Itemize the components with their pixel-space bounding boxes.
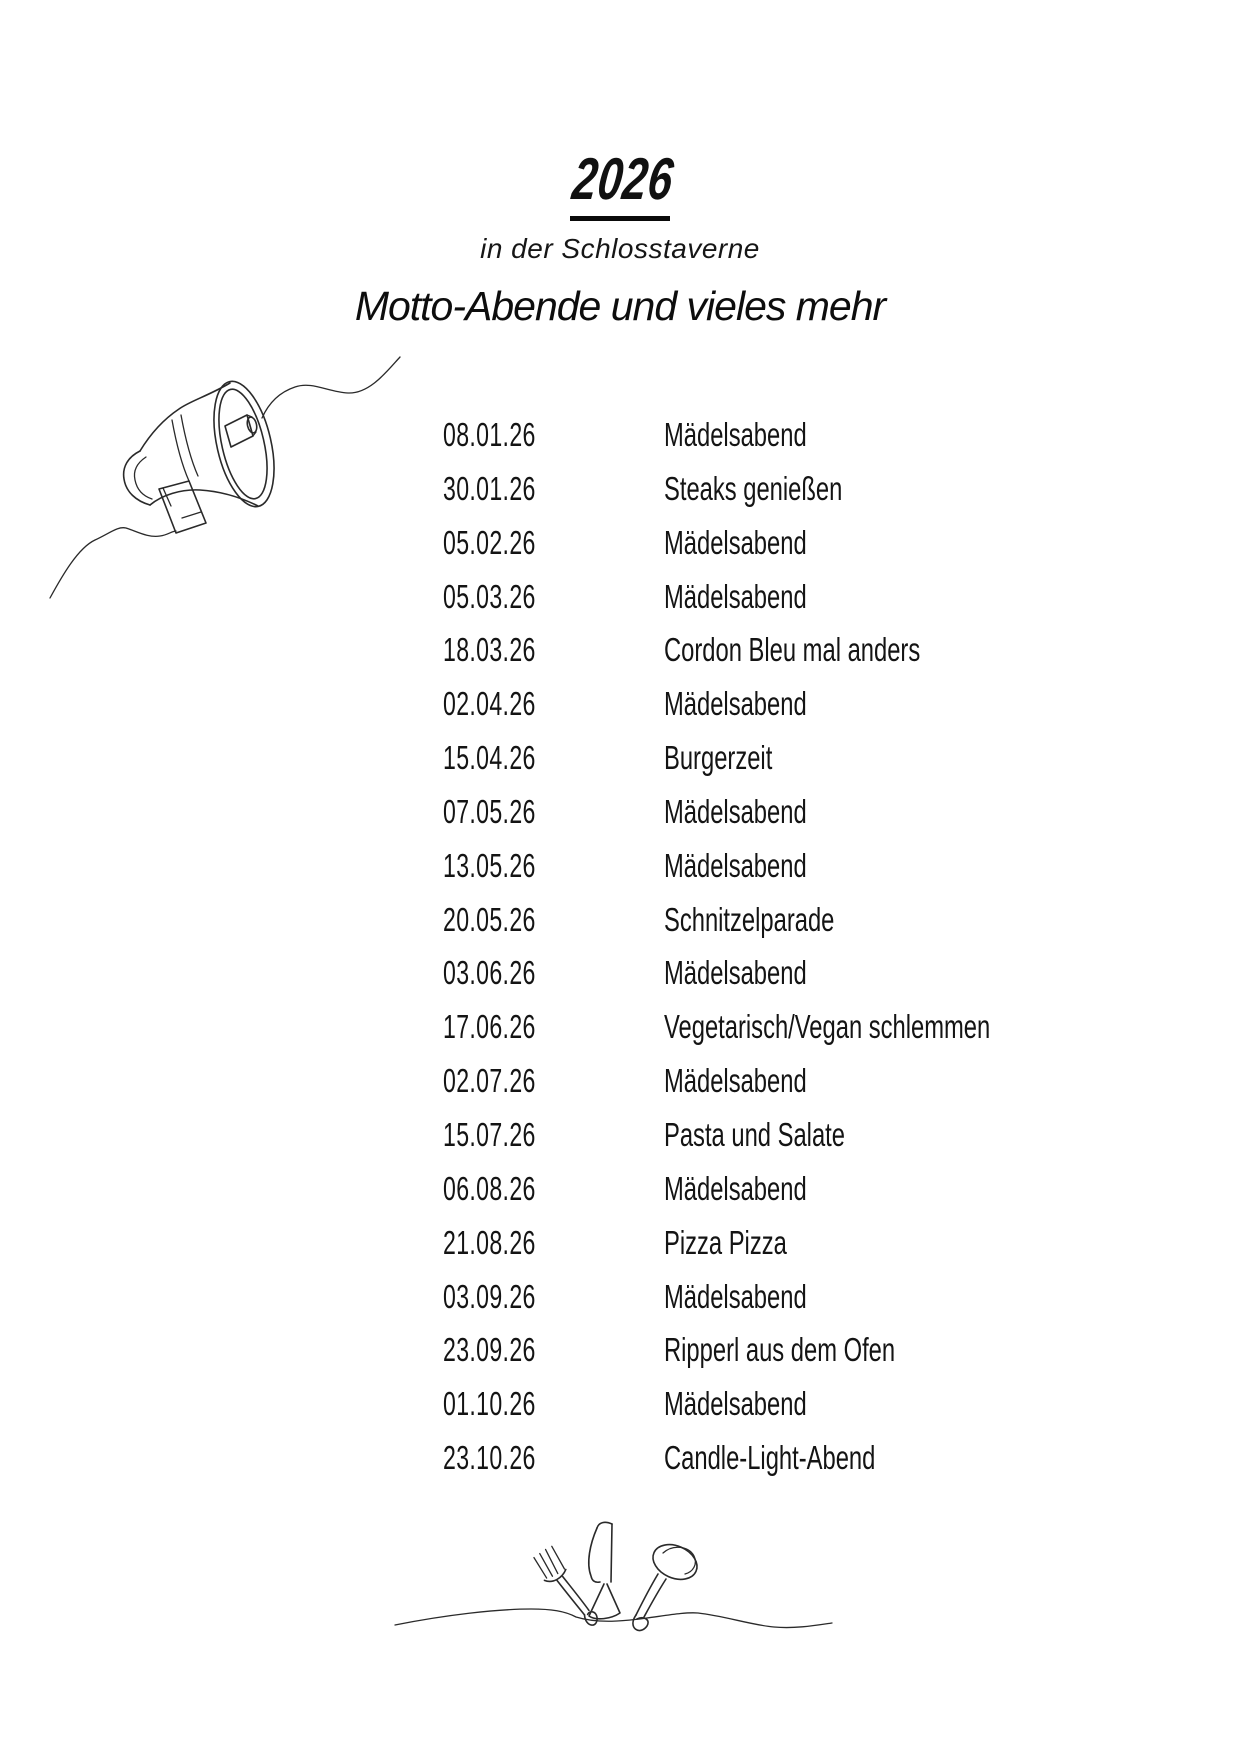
cutlery-icon (385, 1520, 845, 1655)
event-name: Mädelsabend (664, 577, 807, 615)
event-row (0, 1010, 1240, 1064)
event-row (0, 687, 1240, 741)
event-schedule (0, 418, 1240, 1495)
event-date: 02.07.26 (443, 1062, 536, 1100)
event-date: 06.08.26 (443, 1169, 536, 1207)
event-date: 23.10.26 (443, 1439, 536, 1477)
event-row (0, 1277, 1240, 1334)
event-name: Ripperl aus dem Ofen (664, 1331, 896, 1369)
event-name: Mädelsabend (664, 846, 807, 884)
heading: Motto-Abende und vieles mehr (354, 283, 886, 329)
event-row (0, 418, 1240, 472)
event-name: Burgerzeit (664, 739, 773, 777)
event-date: 20.05.26 (443, 900, 536, 938)
event-date: 01.10.26 (443, 1385, 536, 1423)
title-block (0, 146, 1240, 221)
event-date: 13.05.26 (443, 846, 536, 884)
event-name: Pasta und Salate (664, 1115, 845, 1153)
event-name: Mädelsabend (664, 792, 807, 830)
event-date: 08.01.26 (443, 416, 536, 453)
event-name: Mädelsabend (664, 416, 807, 453)
event-row (0, 633, 1240, 687)
event-name: Mädelsabend (664, 1062, 807, 1100)
event-name: Steaks genießen (664, 469, 843, 507)
event-date: 03.06.26 (443, 954, 536, 992)
event-row (0, 577, 1240, 634)
event-date: 30.01.26 (443, 469, 536, 507)
subtitle: in der Schlosstaverne (480, 233, 760, 264)
event-row (0, 1064, 1240, 1118)
event-date: 17.06.26 (443, 1008, 536, 1046)
event-date: 07.05.26 (443, 792, 536, 830)
event-row (0, 469, 1240, 526)
event-row (0, 900, 1240, 957)
event-name: Mädelsabend (664, 1277, 807, 1315)
event-row (0, 1169, 1240, 1226)
event-row (0, 1115, 1240, 1172)
event-name: Mädelsabend (664, 1385, 807, 1423)
event-date: 05.02.26 (443, 523, 536, 561)
event-name: Vegetarisch/Vegan schlemmen (664, 1008, 991, 1046)
event-row (0, 1441, 1240, 1495)
event-row (0, 523, 1240, 580)
event-name: Mädelsabend (664, 1169, 807, 1207)
event-date: 05.03.26 (443, 577, 536, 615)
event-name: Cordon Bleu mal anders (664, 631, 921, 669)
event-date: 03.09.26 (443, 1277, 536, 1315)
event-date: 15.04.26 (443, 739, 536, 777)
event-row (0, 846, 1240, 903)
event-date: 18.03.26 (443, 631, 536, 669)
page-title: 2026 (569, 146, 678, 212)
event-date: 15.07.26 (443, 1115, 536, 1153)
event-name: Pizza Pizza (664, 1223, 787, 1261)
event-date: 23.09.26 (443, 1331, 536, 1369)
event-row (0, 1333, 1240, 1387)
title-underline (570, 216, 670, 221)
event-name: Mädelsabend (664, 954, 807, 992)
event-date: 02.04.26 (443, 685, 536, 723)
event-row (0, 741, 1240, 795)
event-row (0, 1387, 1240, 1441)
event-row (0, 792, 1240, 849)
event-row (0, 1223, 1240, 1280)
event-name: Candle-Light-Abend (664, 1439, 876, 1477)
event-name: Schnitzelparade (664, 900, 835, 938)
event-name: Mädelsabend (664, 685, 807, 723)
event-row (0, 956, 1240, 1010)
event-name: Mädelsabend (664, 523, 807, 561)
event-date: 21.08.26 (443, 1223, 536, 1261)
